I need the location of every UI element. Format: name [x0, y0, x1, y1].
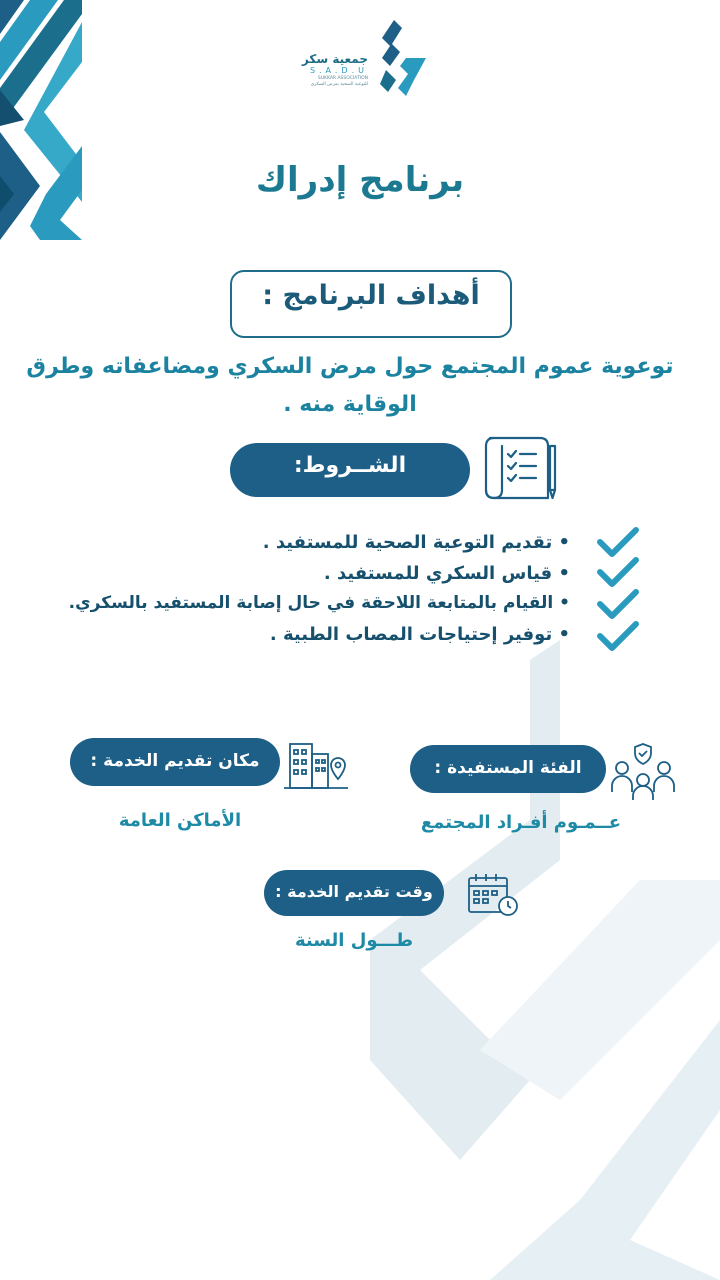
location-value: الأماكن العامة — [118, 810, 242, 831]
beneficiaries-value: عــمـوم أفـراد المجتمع — [420, 812, 622, 833]
beneficiaries-label: الفئة المستفيدة : — [434, 758, 582, 778]
goals-heading: أهداف البرنامج : — [262, 280, 480, 311]
location-label: مكان تقديم الخدمة : — [90, 751, 260, 771]
time-value: طـــول السنة — [294, 930, 414, 951]
condition-item-2: • قياس السكري للمستفيد . — [323, 563, 570, 584]
background-watermark — [330, 640, 720, 1280]
logo-text — [302, 52, 368, 88]
condition-item-3: • القيام بالمتابعة اللاحقة في حال إصابة المستفيد بالسكري. — [68, 593, 570, 613]
condition-item-4: • توفير إحتياجات المصاب الطبية . — [269, 624, 570, 645]
condition-item-1: • تقديم التوعية الصحية للمستفيد . — [262, 532, 570, 553]
check-icon — [596, 556, 640, 588]
time-label: وقت تقديم الخدمة : — [275, 882, 433, 901]
logo-sub-english: SUKKAR ASSOCIATION — [317, 76, 368, 81]
conditions-heading: الشــروط: — [293, 453, 407, 478]
page-title: برنامج إدراك — [255, 160, 465, 200]
logo-latin-letters: S.A.D.U — [309, 66, 368, 75]
buildings-location-icon — [282, 738, 352, 792]
checklist-document-icon — [478, 432, 558, 504]
check-icon — [596, 620, 640, 652]
calendar-clock-icon — [466, 872, 520, 918]
decorative-corner-pattern — [0, 0, 82, 240]
logo-arabic-name: جمعية سكر — [301, 52, 368, 66]
goals-line-1: توعوية عموم المجتمع حول مرض السكري ومضاعفاته وطرق — [26, 354, 674, 379]
logo-sub-arabic: للتوعية الصحية بمرض السكري — [310, 82, 368, 87]
goals-line-2: الوقاية منه . — [283, 392, 417, 417]
check-icon — [596, 526, 640, 558]
goals-description — [20, 348, 680, 424]
community-people-icon — [610, 740, 676, 802]
check-icon — [596, 588, 640, 620]
